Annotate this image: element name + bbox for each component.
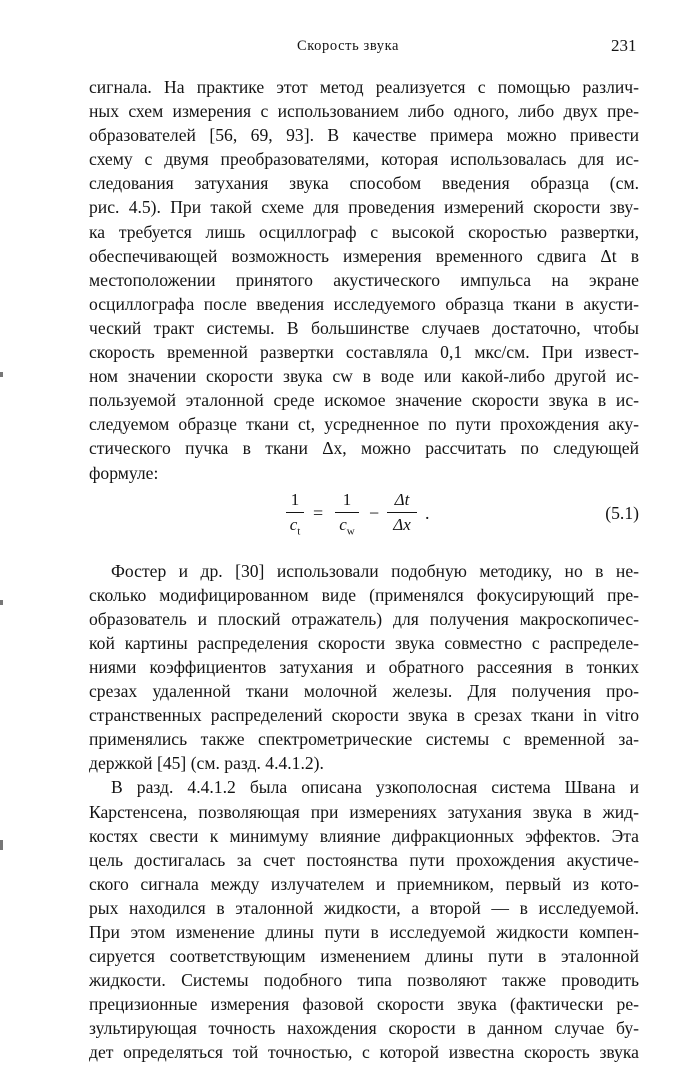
text-line: местоположении принятого акустического импульса на экране bbox=[89, 269, 639, 290]
denominator: Δx bbox=[393, 514, 411, 534]
scan-edge-mark bbox=[0, 600, 3, 605]
text-line: образователей [56, 69, 93]. В качестве примера можно привести bbox=[89, 125, 639, 146]
paragraph-3 bbox=[89, 775, 639, 1064]
text-line: пользуемой эталонной среде искомое значение скорости звука в ис- bbox=[89, 390, 639, 411]
text-line: стического пучка в ткани Δx, можно рассчитать по следующей bbox=[89, 438, 639, 459]
text-line: зультирующая точность нахождения скорости в данном случае бу- bbox=[89, 1018, 639, 1039]
symbol-c: c bbox=[339, 514, 347, 534]
subscript-w: w bbox=[346, 524, 355, 537]
text-line: ниями коэффициентов затухания и обратного рассеяния в тонких bbox=[89, 656, 639, 677]
text-line: держкой [45] (см. разд. 4.4.1.2). bbox=[89, 753, 324, 774]
text-line: ка требуется лишь осциллограф с высокой скоростью развертки, bbox=[89, 221, 639, 242]
subscript-t: t bbox=[297, 524, 301, 537]
symbol-c: c bbox=[289, 514, 298, 534]
text-line: кой картины распределения скорости звука совместно с распределе- bbox=[89, 632, 639, 653]
paragraph-1 bbox=[89, 75, 639, 485]
text-line: осциллографа после введения исследуемого образца ткани в акусти- bbox=[89, 293, 639, 314]
text-line: В разд. 4.4.1.2 была описана узкополосная система Швана и bbox=[111, 777, 639, 798]
text-line: ных схем измерения с использованием либо одного, либо двух пре- bbox=[89, 101, 639, 122]
paragraph-2 bbox=[89, 559, 639, 776]
text-line: жидкости. Системы подобного типа позволяют также проводить bbox=[89, 970, 639, 991]
text-line: дет определяться той точностью, с которой известна скорость звука bbox=[89, 1042, 639, 1063]
fraction-bar bbox=[387, 512, 417, 513]
denominator bbox=[335, 514, 359, 542]
text-line: формуле: bbox=[89, 462, 159, 483]
running-title: Скорость звука bbox=[297, 38, 400, 54]
text-line: следования затухания звука способом введения образца (см. bbox=[89, 173, 639, 194]
text-line: Фостер и др. [30] использовали подобную методику, но в не- bbox=[111, 560, 639, 581]
text-line: срезах удаленной ткани молочной железы. Для получения про- bbox=[89, 681, 639, 702]
fraction-bar bbox=[286, 512, 304, 513]
scan-edge-mark bbox=[0, 840, 3, 850]
text-line: Карстенсена, позволяющая при измерениях затухания звука в жид- bbox=[89, 801, 639, 822]
scan-edge-mark bbox=[0, 372, 3, 377]
period: . bbox=[425, 502, 430, 523]
body-text bbox=[89, 75, 639, 1065]
fraction-inverse-cw bbox=[335, 489, 359, 542]
text-line: цель достигалась за счет постоянства пути прохождения акустиче- bbox=[89, 849, 639, 870]
fraction-bar bbox=[335, 512, 359, 513]
text-line: сигнала. На практике этот метод реализуется с помощью различ- bbox=[89, 77, 639, 97]
text-line: применялись также спектрометрические системы с временной за- bbox=[89, 729, 639, 750]
equation-number: (5.1) bbox=[605, 502, 639, 523]
text-line: При этом изменение длины пути в исследуемой жидкости компен- bbox=[89, 922, 639, 942]
numerator: 1 bbox=[290, 489, 300, 509]
text-line: странственных распределений скорости звука в срезах ткани in vitro bbox=[89, 705, 639, 726]
text-line: скорость временной развертки составляла 0,1 мкс/см. При извест- bbox=[89, 342, 639, 363]
text-line: рых находился в эталонной жидкости, а второй — в исследуемой. bbox=[89, 897, 639, 918]
numerator: 1 bbox=[342, 489, 352, 509]
text-line: ном значении скорости звука cw в воде или какой-либо другой ис- bbox=[89, 366, 639, 387]
text-line: костях свести к минимуму влияние дифракционных эффектов. Эта bbox=[89, 825, 639, 846]
denominator bbox=[286, 514, 304, 542]
page-number: 231 bbox=[611, 36, 637, 55]
text-line: ского сигнала между излучателем и приемником, первый из кото- bbox=[89, 873, 639, 894]
text-line: обеспечивающей возможность измерения временного сдвига Δt в bbox=[89, 245, 639, 266]
text-line: образователь и плоский отражатель) для получения макроскопичес- bbox=[89, 608, 639, 629]
page-header bbox=[0, 38, 691, 58]
fraction-dt-dx bbox=[387, 489, 417, 536]
text-line: рис. 4.5). При такой схеме для проведения измерений скорости зву- bbox=[89, 197, 639, 218]
text-line: схему с двумя преобразователями, которая использовалась для ис- bbox=[89, 149, 639, 170]
fraction-inverse-ct bbox=[286, 489, 304, 542]
numerator: Δt bbox=[394, 489, 410, 509]
equals-sign: = bbox=[313, 502, 324, 523]
text-line: сколько модифицированном виде (применялся фокусирующий пре- bbox=[89, 584, 639, 605]
text-line: прецизионные измерения фазовой скорости звука (фактически ре- bbox=[89, 994, 639, 1015]
equation-5-1 bbox=[89, 489, 639, 559]
text-line: следуемом образце ткани ct, усредненное по пути прохождения аку- bbox=[89, 414, 639, 435]
minus-sign: − bbox=[369, 502, 380, 523]
text-line: сируется соответствующим изменением длины пути в эталонной bbox=[89, 946, 639, 967]
text-line: ческий тракт системы. В большинстве случаев достаточно, чтобы bbox=[89, 317, 639, 338]
